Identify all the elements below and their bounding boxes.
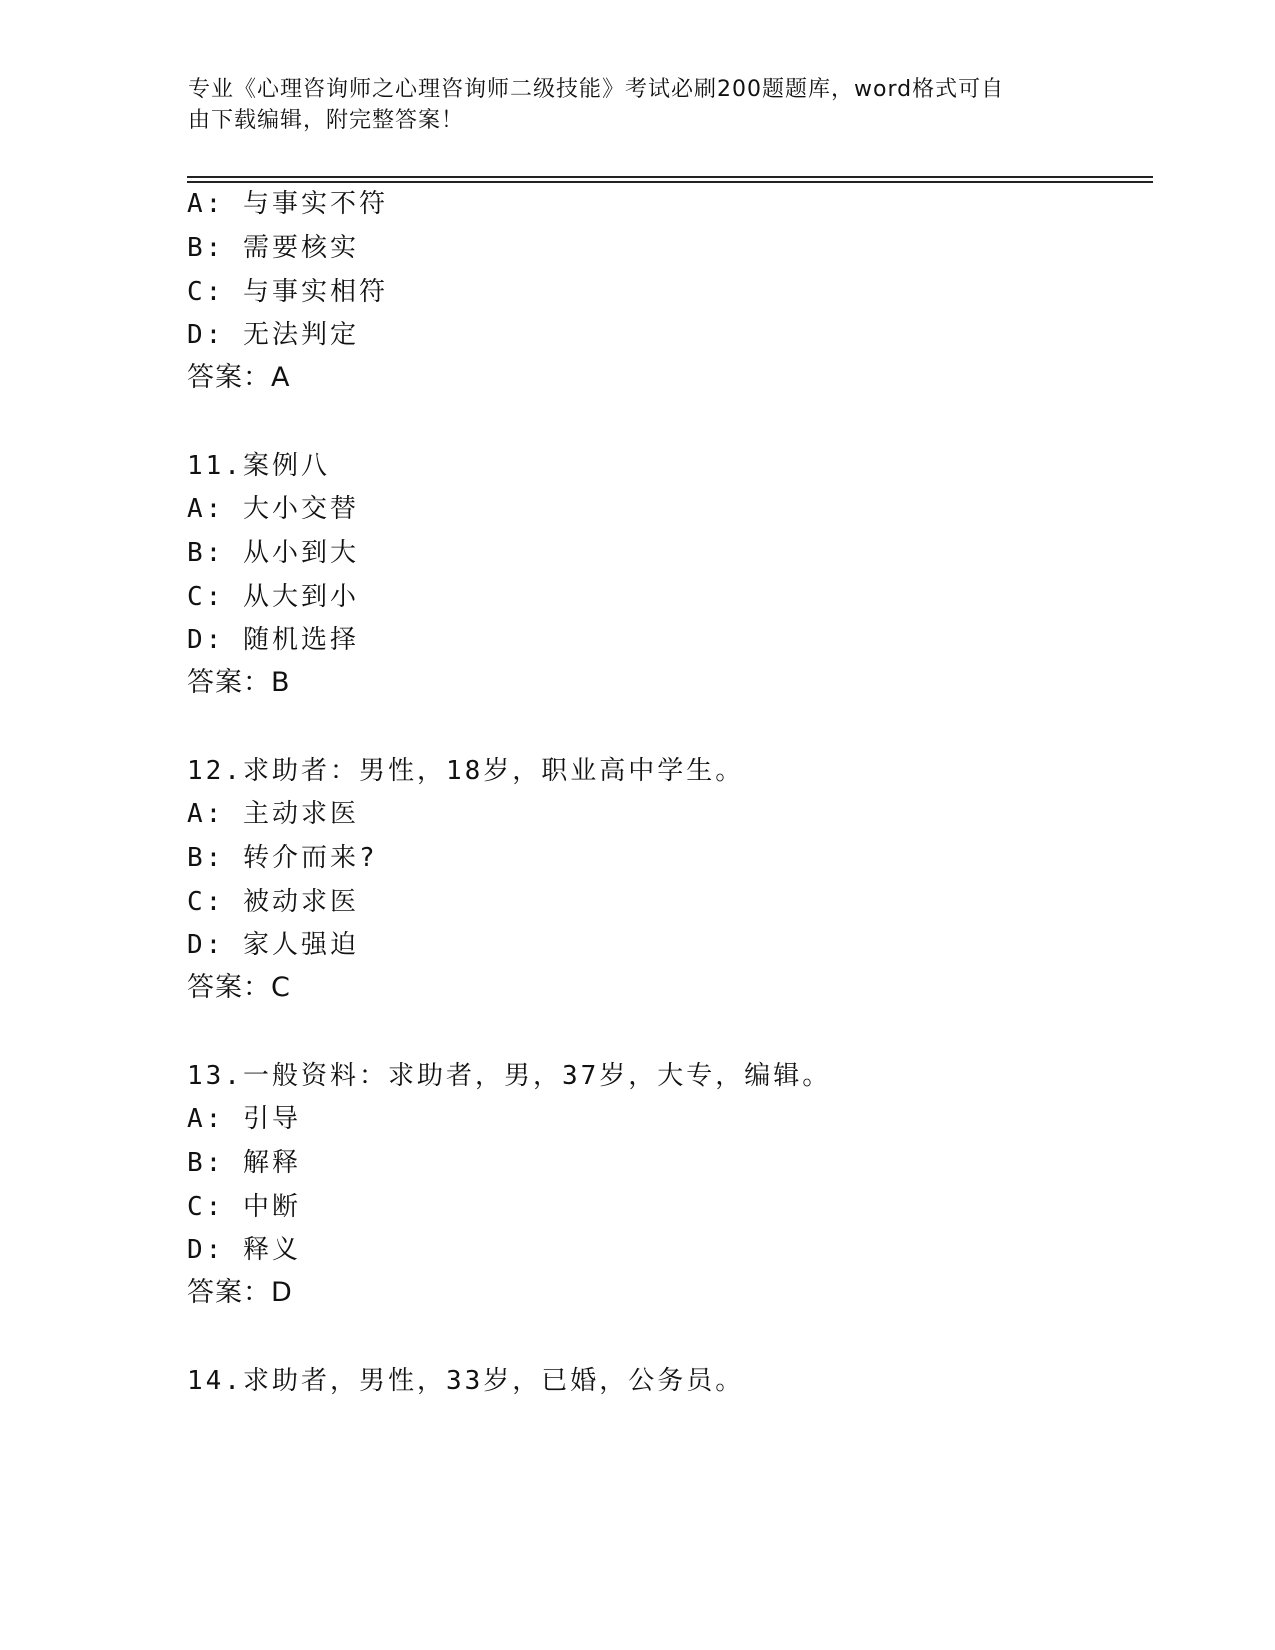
document-header <box>188 74 1068 136</box>
option-b: B: 解释 <box>187 1148 301 1178</box>
question-13: 13.一般资料：求助者，男，37岁，大专，编辑。 <box>187 1061 832 1091</box>
header-rule-bottom <box>187 181 1153 183</box>
header-line-2: 由下载编辑，附完整答案！ <box>188 108 465 133</box>
option-a: A: 与事实不符 <box>187 189 388 219</box>
option-c: C: 与事实相符 <box>187 277 388 307</box>
question-11: 11.案例八 <box>187 451 330 481</box>
header-line-1: 专业《心理咨询师之心理咨询师二级技能》考试必刷200题题库，word格式可自 <box>188 77 1005 102</box>
option-d: D: 家人强迫 <box>187 930 359 960</box>
question-14: 14.求助者，男性，33岁，已婚，公务员。 <box>187 1366 745 1396</box>
option-d: D: 无法判定 <box>187 320 359 350</box>
option-c: C: 从大到小 <box>187 582 359 612</box>
header-rule-top <box>187 176 1153 178</box>
option-b: B: 需要核实 <box>187 233 359 263</box>
option-c: C: 中断 <box>187 1192 301 1222</box>
answer-line: 答案：C <box>187 972 291 1003</box>
question-12: 12.求助者：男性，18岁，职业高中学生。 <box>187 756 745 786</box>
option-d: D: 释义 <box>187 1235 301 1265</box>
option-b: B: 转介而来? <box>187 843 378 873</box>
option-d: D: 随机选择 <box>187 625 359 655</box>
answer-line: 答案：B <box>187 667 291 698</box>
option-b: B: 从小到大 <box>187 538 359 568</box>
answer-line: 答案：A <box>187 362 291 393</box>
option-a: A: 主动求医 <box>187 799 359 829</box>
option-c: C: 被动求医 <box>187 887 359 917</box>
answer-line: 答案：D <box>187 1277 293 1308</box>
option-a: A: 引导 <box>187 1104 301 1134</box>
option-a: A: 大小交替 <box>187 494 359 524</box>
